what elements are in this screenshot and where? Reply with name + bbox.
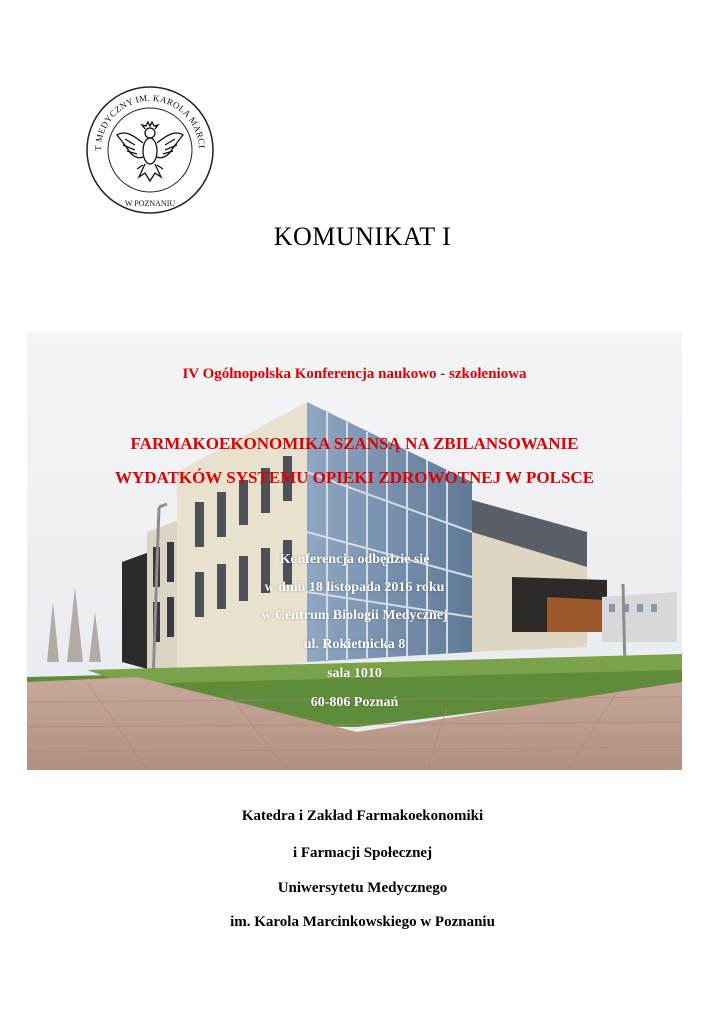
conference-title-line1: FARMAKOEKONOMIKA SZANSĄ NA ZBILANSOWANIE [130,434,579,453]
footer-department-cont: i Farmacji Społecznej [292,845,433,861]
footer-university-full: im. Karola Marcinkowskiego w Poznaniu [230,914,495,930]
page-title: KOMUNIKAT I [273,222,452,251]
eagle-icon [117,122,183,181]
footer-university: Uniwersytetu Medycznego [277,880,448,896]
detail-announcement: Konferencja odbędzie się [279,552,430,567]
detail-date: w dniu 18 listopada 2016 roku [264,580,445,595]
detail-street: ul. Rokietnicka 8 [303,637,406,652]
detail-room: sala 1010 [327,666,382,681]
detail-venue: w Centrum Biologii Medycznej [261,608,448,623]
conference-title-line2: WYDATKÓW SYSTEMU OPIEKI ZDROWOTNEJ W POLSCE [114,468,595,487]
seal-ring-text: T MEDYCZNY IM. KAROLA MARCI [92,92,207,152]
detail-postal-city: 60-806 Poznań [310,695,399,710]
university-seal [85,85,215,215]
footer-department: Katedra i Zakład Farmakoekonomiki [241,808,484,824]
conference-subtitle: IV Ogólnopolska Konferencja naukowo - szkoleniowa [182,366,527,382]
seal-bottom-text: W POZNANIU [124,199,176,208]
banner-photo [27,332,682,770]
